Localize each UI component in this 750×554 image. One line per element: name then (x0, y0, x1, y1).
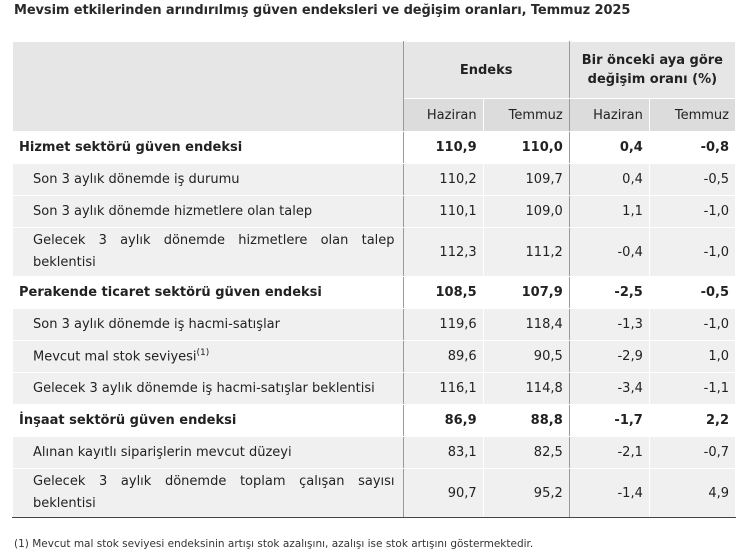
cell-value: -1,7 (569, 405, 649, 437)
cell-value: 89,6 (403, 341, 483, 373)
row-label: Son 3 aylık dönemde hizmetlere olan talep (13, 196, 404, 228)
header-change-line2: değişim oranı (%) (587, 72, 718, 87)
table-row (13, 228, 736, 277)
table-row (13, 309, 736, 341)
cell-value: -1,0 (649, 228, 735, 277)
table-row (13, 437, 736, 469)
cell-value: 90,7 (403, 469, 483, 518)
row-label: Son 3 aylık dönemde iş hacmi-satışlar (13, 309, 404, 341)
cell-value: 90,5 (483, 341, 569, 373)
cell-value: -2,1 (569, 437, 649, 469)
cell-value: -1,0 (649, 309, 735, 341)
cell-value: 108,5 (403, 277, 483, 309)
header-col-change-july: Temmuz (649, 99, 735, 132)
table-title: Mevsim etkilerinden arındırılmış güven endeksleri ve değişim oranları, Temmuz 2025 (14, 3, 631, 18)
table-row (13, 469, 736, 518)
cell-value: 95,2 (483, 469, 569, 518)
row-label: Gelecek 3 aylık dönemde iş hacmi-satışlar beklentisi (13, 373, 404, 405)
header-col-index-june: Haziran (403, 99, 483, 132)
cell-value: 4,9 (649, 469, 735, 518)
cell-value: 110,9 (403, 132, 483, 164)
row-label: Gelecek 3 aylık dönemde hizmetlere olan talep beklentisi (13, 228, 404, 277)
footnote: (1) Mevcut mal stok seviyesi endeksinin artışı stok azalışını, azalışı ise stok artışını göstermektedir. (14, 538, 534, 550)
cell-value: 109,0 (483, 196, 569, 228)
footnote-marker: (1) (196, 348, 210, 359)
row-label: Son 3 aylık dönemde iş durumu (13, 164, 404, 196)
cell-value: -2,5 (569, 277, 649, 309)
cell-value: 110,0 (483, 132, 569, 164)
table-row (13, 341, 736, 373)
cell-value: 0,4 (569, 164, 649, 196)
cell-value: 119,6 (403, 309, 483, 341)
cell-value: 0,4 (569, 132, 649, 164)
cell-value: 88,8 (483, 405, 569, 437)
row-label: Alınan kayıtlı siparişlerin mevcut düzeyi (13, 437, 404, 469)
cell-value: 2,2 (649, 405, 735, 437)
row-label: Gelecek 3 aylık dönemde toplam çalışan sayısı beklentisi (13, 469, 404, 518)
header-index-group: Endeks (403, 42, 569, 99)
header-change-group (569, 42, 735, 99)
cell-value: 1,0 (649, 341, 735, 373)
cell-value: -1,0 (649, 196, 735, 228)
cell-value: 107,9 (483, 277, 569, 309)
cell-value: -2,9 (569, 341, 649, 373)
table-row (13, 164, 736, 196)
cell-value: 111,2 (483, 228, 569, 277)
table-row (13, 277, 736, 309)
row-label: İnşaat sektörü güven endeksi (13, 405, 404, 437)
row-label-cell (13, 341, 404, 373)
cell-value: -1,1 (649, 373, 735, 405)
table-row (13, 196, 736, 228)
cell-value: -0,7 (649, 437, 735, 469)
row-label: Hizmet sektörü güven endeksi (13, 132, 404, 164)
row-label: Mevcut mal stok seviyesi (33, 349, 197, 365)
cell-value: 86,9 (403, 405, 483, 437)
header-col-index-july: Temmuz (483, 99, 569, 132)
cell-value: -1,4 (569, 469, 649, 518)
cell-value: -0,8 (649, 132, 735, 164)
cell-value: -0,5 (649, 164, 735, 196)
cell-value: 110,2 (403, 164, 483, 196)
row-label: Perakende ticaret sektörü güven endeksi (13, 277, 404, 309)
table-row (13, 405, 736, 437)
cell-value: -0,5 (649, 277, 735, 309)
table-row (13, 132, 736, 164)
cell-value: 1,1 (569, 196, 649, 228)
header-change-line1: Bir önceki aya göre (581, 53, 723, 68)
cell-value: 82,5 (483, 437, 569, 469)
cell-value: 114,8 (483, 373, 569, 405)
cell-value: 83,1 (403, 437, 483, 469)
cell-value: 116,1 (403, 373, 483, 405)
cell-value: -1,3 (569, 309, 649, 341)
cell-value: 109,7 (483, 164, 569, 196)
cell-value: 118,4 (483, 309, 569, 341)
header-stub (13, 42, 404, 132)
header-col-change-june: Haziran (569, 99, 649, 132)
cell-value: 110,1 (403, 196, 483, 228)
cell-value: -3,4 (569, 373, 649, 405)
cell-value: 112,3 (403, 228, 483, 277)
confidence-index-table (12, 41, 736, 518)
cell-value: -0,4 (569, 228, 649, 277)
table-row (13, 373, 736, 405)
